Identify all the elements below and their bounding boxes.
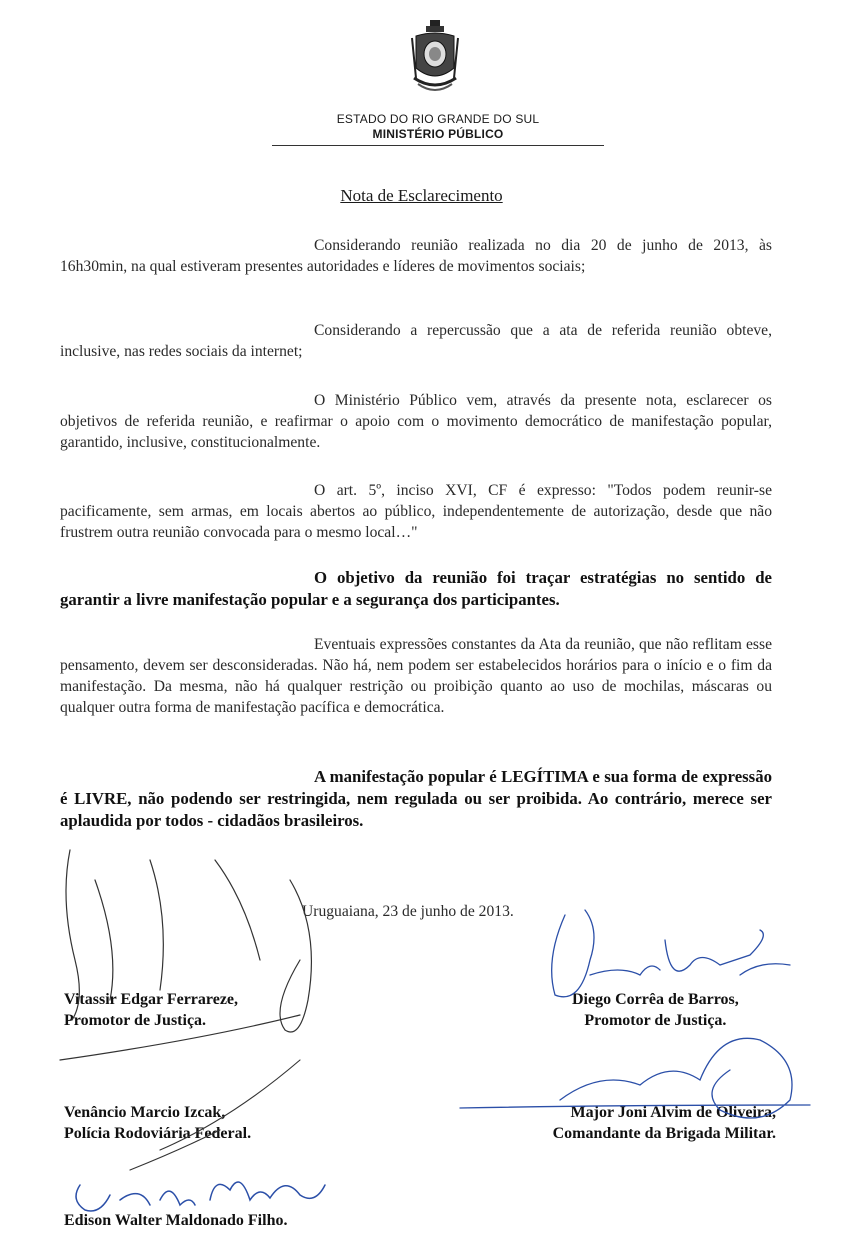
paragraph-7-text: A manifestação popular é LEGÍTIMA e sua forma de expressão é LIVRE, não podendo ser restringida, nem regulada ou ser proibida. Ao contrário, merece ser aplaudida por todos - cidadãos brasileiros. bbox=[60, 767, 772, 830]
signatory-block-2 bbox=[572, 989, 739, 1031]
paragraph-1 bbox=[60, 235, 772, 277]
signatory-name: Major Joni Alvim de Oliveira, bbox=[570, 1104, 776, 1121]
signatory-block-5 bbox=[64, 1210, 287, 1231]
paragraph-4 bbox=[60, 480, 772, 543]
place-and-date: Uruguaiana, 23 de junho de 2013. bbox=[302, 903, 514, 920]
signatory-name: Vitassir Edgar Ferrareze, bbox=[64, 991, 239, 1008]
signatory-block-4 bbox=[496, 1102, 776, 1144]
paragraph-7-emphasis bbox=[60, 766, 772, 832]
paragraph-3-text: O Ministério Público vem, através da presente nota, esclarecer os objetivos de referida reunião, e reafirmar o apoio com o movimento democrático de manifestação popular, garantido, inclusive, constitucionalmente. bbox=[60, 392, 772, 451]
header-ministry: MINISTÉRIO PÚBLICO bbox=[372, 127, 504, 141]
signatory-name: Venâncio Marcio Izcak, bbox=[64, 1104, 226, 1121]
signature-edison bbox=[76, 1182, 325, 1211]
signatory-name: Diego Corrêa de Barros, bbox=[572, 991, 739, 1008]
signatory-block-1 bbox=[64, 989, 238, 1031]
document-title: Nota de Esclarecimento bbox=[340, 186, 503, 205]
paragraph-6 bbox=[60, 634, 772, 718]
signatory-role: Promotor de Justiça. bbox=[64, 1012, 207, 1029]
signature-diego bbox=[552, 910, 790, 997]
paragraph-5-text: O objetivo da reunião foi traçar estratégias no sentido de garantir a livre manifestação popular e a segurança dos participantes. bbox=[60, 568, 772, 609]
paragraph-2-text: Considerando a repercussão que a ata de referida reunião obteve, inclusive, nas redes sociais da internet; bbox=[60, 322, 772, 360]
paragraph-4-text: O art. 5º, inciso XVI, CF é expresso: "Todos podem reunir-se pacificamente, sem armas, em locais abertos ao público, independentemente de autorização, desde que não frustrem outra reunião convocada para o mesmo local…" bbox=[60, 482, 772, 541]
paragraph-2 bbox=[60, 320, 772, 362]
paragraph-3 bbox=[60, 390, 772, 453]
signatory-role: Promotor de Justiça. bbox=[584, 1012, 727, 1029]
signatory-block-3 bbox=[64, 1102, 251, 1144]
header-divider bbox=[272, 145, 604, 146]
header-state: ESTADO DO RIO GRANDE DO SUL bbox=[336, 112, 540, 126]
signatory-role: Polícia Rodoviária Federal. bbox=[64, 1125, 252, 1142]
paragraph-1-text: Considerando reunião realizada no dia 20 de junho de 2013, às 16h30min, na qual estiveram presentes autoridades e líderes de movimentos sociais; bbox=[60, 237, 772, 275]
paragraph-6-text: Eventuais expressões constantes da Ata da reunião, que não reflitam esse pensamento, devem ser desconsideradas. Não há, nem podem ser estabelecidos horários para o início e o fim da manifestação. Da mesma, não há qualquer restrição ou proibição quanto ao uso de mochilas, máscaras ou qualquer outra forma de manifestação pacífica e democrática. bbox=[60, 636, 772, 716]
paragraph-5-emphasis bbox=[60, 567, 772, 611]
signatory-name: Edison Walter Maldonado Filho. bbox=[64, 1212, 288, 1229]
signatory-role: Comandante da Brigada Militar. bbox=[552, 1125, 776, 1142]
coat-of-arms-emblem bbox=[410, 18, 460, 96]
